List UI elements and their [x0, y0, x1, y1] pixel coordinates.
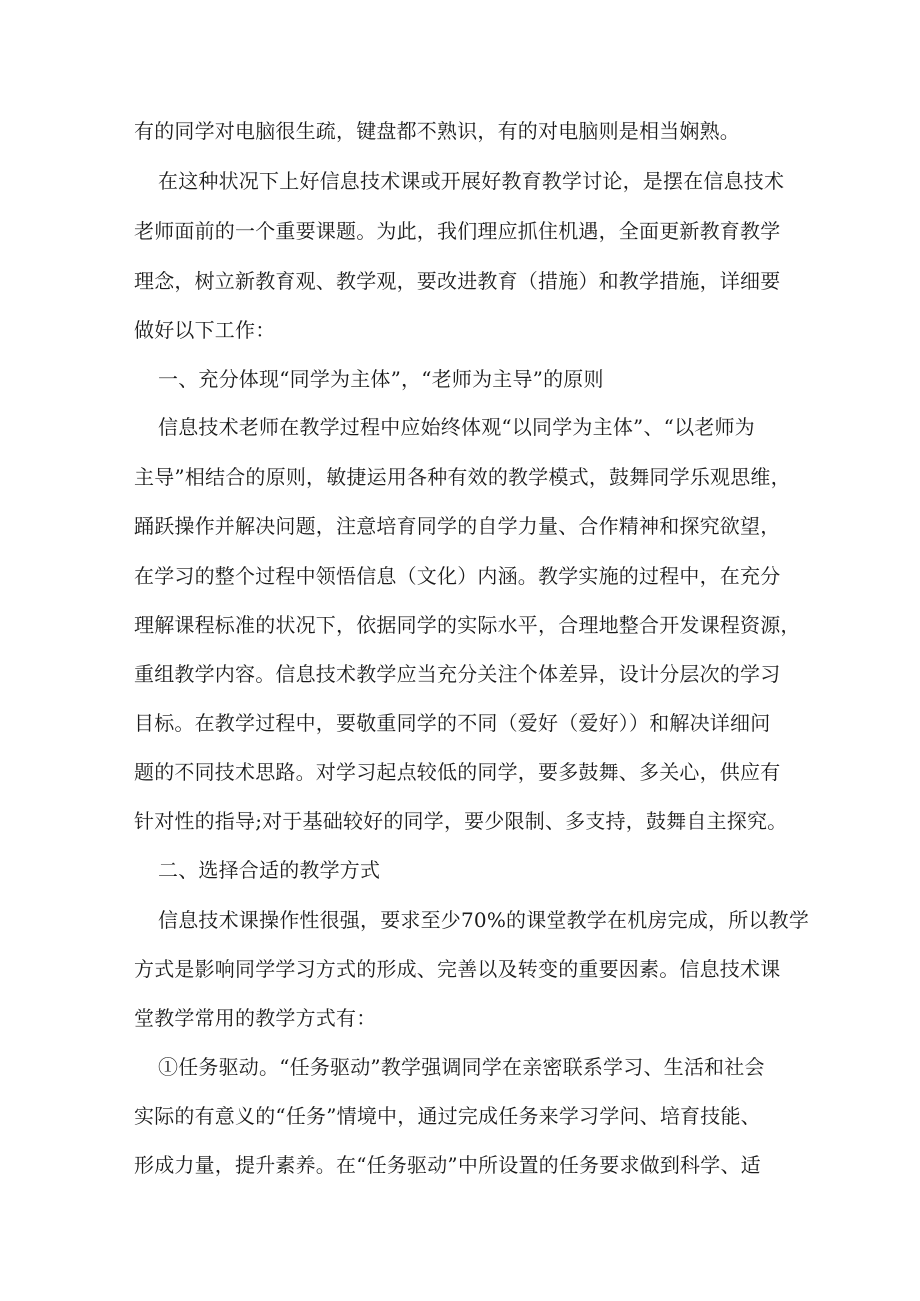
section-heading: 一、充分体现“同学为主体”，“老师为主导”的原则: [158, 367, 604, 391]
text-line: 题的不同技术思路。对学习起点较低的同学，要多鼓舞、多关心，供应有: [134, 760, 781, 784]
text-line: 重组教学内容。信息技术教学应当充分关注个体差异，设计分层次的学习: [134, 662, 781, 686]
text-line: 在学习的整个过程中领悟信息（文化）内涵。教学实施的过程中，在充分: [134, 564, 781, 588]
text-line: 理念，树立新教育观、教学观，要改进教育（措施）和教学措施，详细要: [134, 269, 781, 293]
text-line: ①任务驱动。“任务驱动”教学强调同学在亲密联系学习、生活和社会: [158, 1055, 765, 1079]
section-heading: 二、选择合适的教学方式: [158, 858, 381, 882]
text-line: 老师面前的一个重要课题。为此，我们理应抓住机遇，全面更新教育教学: [134, 219, 781, 243]
text-line: 目标。在教学过程中，要敬重同学的不同（爱好（爱好））和解决详细问: [134, 711, 771, 735]
text-line: 踊跃操作并解决问题，注意培育同学的自学力量、合作精神和探究欲望，: [134, 514, 781, 538]
text-line: 形成力量，提升素养。在“任务驱动”中所设置的任务要求做到科学、适: [134, 1153, 761, 1177]
text-line: 针对性的指导;对于基础较好的同学，要少限制、多支持，鼓舞自主探究。: [134, 809, 788, 833]
text-line: 方式是影响同学学习方式的形成、完善以及转变的重要因素。信息技术课: [134, 957, 781, 981]
text-line: 信息技术老师在教学过程中应始终体观“以同学为主体”、“以老师为: [158, 415, 755, 439]
text-line: 实际的有意义的“任务”情境中，通过完成任务来学习学问、培育技能、: [134, 1104, 761, 1128]
text-line: 主导”相结合的原则，敏捷运用各种有效的教学模式，鼓舞同学乐观思维，: [134, 465, 791, 489]
text-line: 做好以下工作：: [134, 318, 276, 342]
text-line: 有的同学对电脑很生疏，键盘都不熟识，有的对电脑则是相当娴熟。: [134, 119, 740, 143]
text-line: 信息技术课操作性很强，要求至少70%的课堂教学在机房完成，所以教学: [158, 908, 810, 932]
text-line: 理解课程标准的状况下，依据同学的实际水平，合理地整合开发课程资源，: [134, 613, 801, 637]
text-line: 堂教学常用的教学方式有：: [134, 1006, 377, 1030]
text-line: 在这种状况下上好信息技术课或开展好教育教学讨论，是摆在信息技术: [158, 169, 785, 193]
